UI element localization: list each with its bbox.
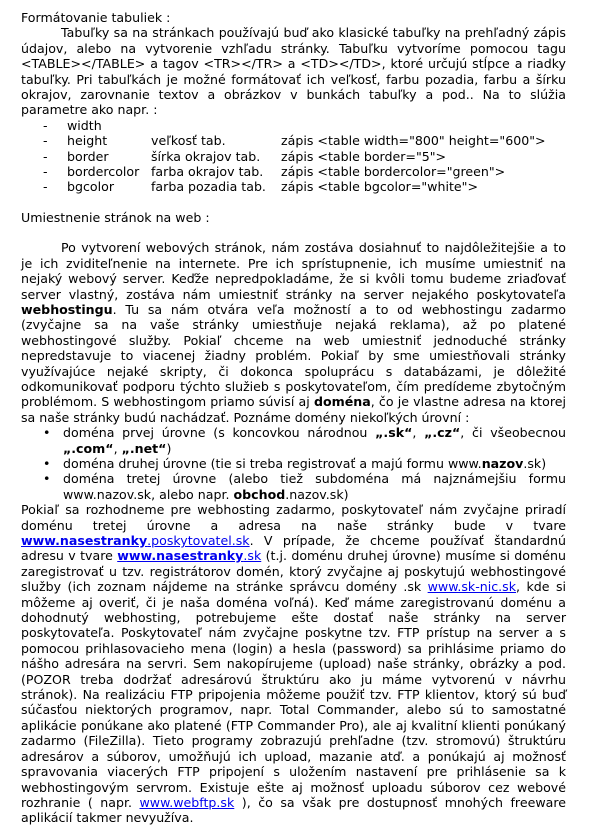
bullet-text: doména druhej úrovne (tie si treba registrovať a majú formu www. bbox=[63, 455, 482, 471]
param-row bbox=[21, 133, 566, 148]
param-name: bgcolor bbox=[67, 179, 114, 195]
param-code: zápis <table bgcolor="white"> bbox=[281, 179, 478, 195]
bullet-text: .nazov.sk) bbox=[285, 486, 349, 502]
bullet-text: .sk) bbox=[523, 455, 547, 471]
list-item bbox=[43, 425, 566, 456]
webhosting-text-c: , čo je vlastne adresa na ktorej sa naše stránky budú nachádzať. Poznáme domény niekoľkých úrovní : bbox=[21, 394, 566, 425]
param-dash: - bbox=[43, 179, 48, 195]
param-dash: - bbox=[43, 117, 48, 133]
bullet-text: doména prvej úrovne (s koncovkou národnou bbox=[63, 425, 376, 441]
param-name: border bbox=[67, 148, 109, 164]
webhosting-term: webhostingu bbox=[21, 301, 113, 317]
webhosting-text-a: Po vytvorení webových stránok, nám zostáva dosiahnuť to najdôležitejšie a to je ich zviditeľnenie na internete. Pre ich sprístupnenie, ich musíme umiestniť na nejaký webový server. Keďže nepredpokladáme, že si kvôli tomu budeme zriaďovať server vlastný, zostáva nám umiestniť stránky na server nejakého poskytovateľa bbox=[21, 240, 566, 302]
param-name: width bbox=[67, 117, 102, 133]
bullet-bold: „.cz“ bbox=[424, 425, 461, 441]
link-bold-part: www.nasestranky bbox=[21, 533, 148, 548]
bullet-text: ) bbox=[166, 440, 172, 456]
tables-intro-paragraph: Tabuľky sa na stránkach používajú buď ako klasické tabuľky na prehľadný zápis údajov, alebo na vytvorenie vzhľadu stránky. Tabuľku vytvoríme pomocou tagu <TABLE></TABLE> a tagov <TR></TR> a <TD></TD>, ktoré určujú stĺpce a riadky tabuľky. Pri tabuľkách je možné formátovať ich veľkosť, farbu pozadia, farbu a šírku okrajov, zarovnanie textov a obrázkov v bunkách tabuľky a pod.. Na to slúžia parametre ako napr. : bbox=[21, 25, 566, 118]
param-dash: - bbox=[43, 164, 48, 180]
param-name: bordercolor bbox=[67, 164, 140, 180]
paragraph-text: ), čo sa však pre dostupnosť mnohých freeware aplikácií takmer nevyužíva. bbox=[21, 794, 566, 826]
param-desc bbox=[151, 118, 281, 133]
param-desc: šírka okrajov tab. bbox=[151, 148, 261, 164]
webftp-link[interactable]: www.webftp.sk bbox=[139, 794, 235, 810]
paragraph-text: (t.j. doménu druhej úrovne) musíme si doménu zaregistrovať u tzv. registrátorov domén, ktorý zvyčajne aj poskytujú webhostingové služby (ich zoznam nájdeme na stránke správcu domény .sk bbox=[21, 548, 566, 595]
domain-registration-paragraph bbox=[21, 502, 566, 826]
bullet-bold: „.com“ bbox=[63, 440, 114, 456]
bullet-text: , bbox=[113, 440, 122, 456]
bullet-bold: „.net“ bbox=[121, 440, 167, 456]
section-heading-tables: Formátovanie tabuliek : bbox=[21, 10, 171, 25]
webhosting-paragraph bbox=[21, 240, 566, 425]
param-dash: - bbox=[43, 133, 48, 149]
list-item bbox=[43, 471, 566, 502]
link-bold-part: www.nasestranky bbox=[117, 548, 244, 564]
param-code: zápis <table bordercolor="green"> bbox=[281, 164, 506, 180]
param-desc: farba okrajov tab. bbox=[151, 164, 264, 180]
domain-term: doména bbox=[313, 394, 371, 410]
link-rest-part: .poskytovatel.sk bbox=[147, 533, 250, 548]
param-list bbox=[21, 118, 566, 195]
section-heading-web: Umiestnenie stránok na web : bbox=[21, 209, 210, 225]
param-row bbox=[21, 118, 566, 133]
paragraph-text: Pokiaľ sa rozhodneme pre webhosting zadarmo, poskytovateľ nám zvyčajne priradí doménu tretej úrovne a adresa na naše stránky bude v tvare bbox=[21, 502, 566, 533]
bullet-bold: obchod bbox=[233, 486, 286, 502]
param-row bbox=[21, 164, 566, 179]
bullet-text: , bbox=[412, 425, 425, 441]
param-code: zápis <table border="5"> bbox=[281, 148, 447, 164]
bullet-text: doména tretej úrovne (alebo tiež subdoména má najznámejšiu formu www.nazov.sk, alebo napr. bbox=[63, 471, 566, 502]
param-desc: farba pozadia tab. bbox=[151, 179, 266, 195]
paragraph-text: . V prípade, že chceme používať štandardnú adresu v tvare bbox=[21, 533, 566, 564]
link-rest-part: .sk bbox=[243, 548, 262, 564]
param-row bbox=[21, 149, 566, 164]
domain-level-list bbox=[21, 425, 566, 502]
nasestranky-provider-link[interactable] bbox=[21, 533, 250, 548]
paragraph-text: , kde si môžeme aj overiť, či je naša doména voľná). Keď máme zaregistrovanú doménu a dohodnutý webhosting, potrebujeme ešte dostať naše stránky na server poskytovateľa. Poskytovateľ nám zvyčajne poskytne tzv. FTP prístup na server a s pomocou prihlasovacieho mena (login) a hesla (password) sa prihlásime priamo do nášho adresára na servri. Sem nakopírujeme (upload) naše stránky, obrázky a pod. (POZOR treba dodržať adresárovú štruktúru ako ju máme vytvorenú v návrhu stránok). Na realizáciu FTP pripojenia môžeme použiť tzv. FTP klientov, ktorý sú buď súčasťou niektorých programov, napr. Total Commander, alebo sú to samostatné aplikácie ponúkane ako platené (FTP Commander Pro), ale aj kvalitní klienti ponúkaný zadarmo (FileZilla). Tieto programy zobrazujú prehľadne (tzv. stromovú) štruktúru adresárov a súborov, umožňujú ich upload, mazanie atď. a ponúkajú aj možnosť spravovania viacerých FTP pripojení s uložením nastavení pre prihlásenie sa k webhostingovým servrom. Existuje ešte aj možnosť uploadu súborov cez webové rozhranie ( napr. bbox=[21, 579, 567, 810]
nasestranky-link[interactable] bbox=[117, 548, 261, 563]
sk-nic-link[interactable]: www.sk-nic.sk bbox=[427, 579, 517, 595]
param-row bbox=[21, 179, 566, 194]
param-dash: - bbox=[43, 148, 48, 164]
list-item bbox=[43, 456, 566, 471]
document-page bbox=[21, 10, 566, 826]
bullet-bold: nazov bbox=[481, 455, 524, 471]
param-name: height bbox=[67, 133, 108, 149]
webhosting-text-b: . Tu sa nám otvára veľa možností a to od webhostingu zadarmo (zvyčajne sa na vaše stránky umiestňuje nejaká reklama), až po platené webhostingové služby. Pokiaľ chceme na web umiestniť jednoduché stránky nepredstavuje to viacenej žiadny problém. Pokiaľ by sme umiestňovali stránky využívajúce nejaké skripty, či dokonca spoluprácu s databázami, je dôležité odkomunikovať podporu týchto služieb s poskytovateľom, čím predídeme zbytočným problémom. S webhostingom priamo súvisí aj bbox=[21, 301, 566, 410]
param-code: zápis <table width="800" height="600"> bbox=[281, 133, 546, 149]
param-desc: veľkosť tab. bbox=[151, 133, 226, 149]
bullet-text: , či všeobecnou bbox=[460, 425, 566, 441]
bullet-bold: „.sk“ bbox=[375, 425, 413, 441]
